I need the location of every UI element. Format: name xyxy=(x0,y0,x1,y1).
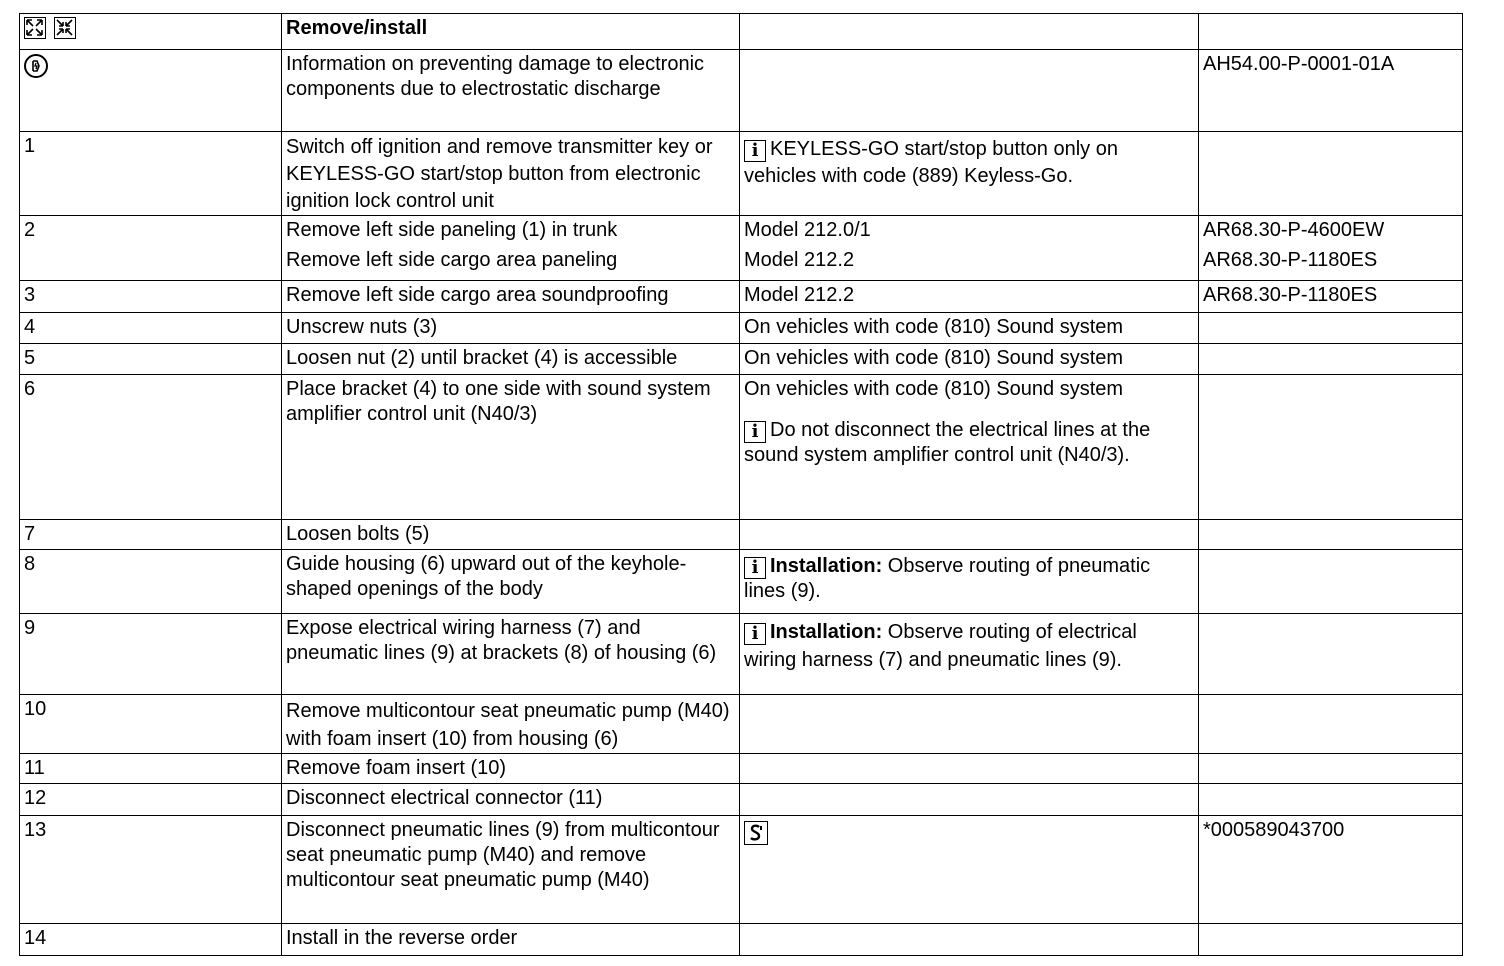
note-cell: On vehicles with code (810) Sound system xyxy=(740,344,1199,375)
table-row xyxy=(20,924,1463,956)
note-cell xyxy=(740,754,1199,784)
note-cell xyxy=(740,784,1199,816)
action-cell: Loosen nut (2) until bracket (4) is accessible xyxy=(282,344,740,375)
header-icons-cell xyxy=(20,14,282,50)
note-line: Model 212.0/1 xyxy=(744,219,871,241)
step-cell: 11 xyxy=(20,754,282,784)
action-cell: Unscrew nuts (3) xyxy=(282,313,740,344)
action-cell: Place bracket (4) to one side with sound system amplifier control unit (N40/3) xyxy=(282,375,740,520)
procedure-table xyxy=(19,13,1463,956)
note-cell xyxy=(740,132,1199,216)
step-cell: 1 xyxy=(20,132,282,216)
special-tool-icon[interactable] xyxy=(744,821,768,845)
table-row xyxy=(20,216,1463,281)
step-cell: 14 xyxy=(20,924,282,956)
info-icon: i xyxy=(744,623,766,645)
reference-cell xyxy=(1199,695,1463,754)
note-cell xyxy=(740,375,1199,520)
step-cell: 9 xyxy=(20,614,282,695)
reference-cell xyxy=(1199,344,1463,375)
table-row xyxy=(20,313,1463,344)
note-paragraph xyxy=(744,418,1192,468)
note-cell xyxy=(740,520,1199,550)
reference-cell xyxy=(1199,132,1463,216)
action-cell xyxy=(282,216,740,281)
reference-link[interactable]: AR68.30-P-1180ES xyxy=(1203,249,1378,271)
note-cell xyxy=(740,816,1199,924)
action-cell: Install in the reverse order xyxy=(282,924,740,956)
step-cell: 4 xyxy=(20,313,282,344)
table-row xyxy=(20,375,1463,520)
table-row xyxy=(20,344,1463,375)
step-cell: 7 xyxy=(20,520,282,550)
step-cell: 12 xyxy=(20,784,282,816)
step-cell: 13 xyxy=(20,816,282,924)
step-cell: 8 xyxy=(20,550,282,614)
note-text: Observe routing of pneumatic lines (9). xyxy=(744,555,1151,602)
esd-warning-icon xyxy=(24,54,48,78)
note-text: KEYLESS-GO start/stop button only on vehicles with code (889) Keyless-Go. xyxy=(744,138,1118,187)
info-icon: i xyxy=(744,140,766,162)
header-title: Remove/install xyxy=(282,14,740,50)
action-cell: Guide housing (6) upward out of the keyhole-shaped openings of the body xyxy=(282,550,740,614)
note-text: Observe routing of electrical wiring harness (7) and pneumatic lines (9). xyxy=(744,621,1137,671)
reference-cell xyxy=(1199,216,1463,281)
reference-cell xyxy=(1199,313,1463,344)
action-cell: Remove left side cargo area soundproofing xyxy=(282,281,740,313)
installation-label: Installation: xyxy=(770,555,883,577)
action-cell: Remove multicontour seat pneumatic pump (M40) with foam insert (10) from housing (6) xyxy=(282,695,740,754)
info-icon: i xyxy=(744,421,766,443)
table-row xyxy=(20,784,1463,816)
note-cell xyxy=(740,614,1199,695)
installation-label: Installation: xyxy=(770,621,883,643)
note-cell xyxy=(740,695,1199,754)
step-cell: 6 xyxy=(20,375,282,520)
table-row xyxy=(20,132,1463,216)
note-line: Model 212.2 xyxy=(744,249,855,271)
step-cell xyxy=(20,50,282,132)
step-cell: 10 xyxy=(20,695,282,754)
header-empty-cell xyxy=(740,14,1199,50)
action-cell: Switch off ignition and remove transmitter key or KEYLESS-GO start/stop button from electronic ignition lock control unit xyxy=(282,132,740,216)
table-row xyxy=(20,50,1463,132)
step-cell: 2 xyxy=(20,216,282,281)
step-cell: 3 xyxy=(20,281,282,313)
table-row xyxy=(20,754,1463,784)
table-row xyxy=(20,281,1463,313)
table-row xyxy=(20,550,1463,614)
action-cell: Disconnect electrical connector (11) xyxy=(282,784,740,816)
note-text: Do not disconnect the electrical lines at the sound system amplifier control unit (N40/3). xyxy=(744,419,1151,466)
note-text: On vehicles with code (810) Sound system xyxy=(744,378,1124,400)
collapse-icon[interactable] xyxy=(54,17,76,39)
note-cell xyxy=(740,50,1199,132)
reference-cell xyxy=(1199,754,1463,784)
action-line: Remove left side cargo area paneling xyxy=(286,249,618,271)
action-cell: Expose electrical wiring harness (7) and pneumatic lines (9) at brackets (8) of housing (6) xyxy=(282,614,740,695)
step-cell: 5 xyxy=(20,344,282,375)
reference-cell xyxy=(1199,784,1463,816)
reference-link[interactable]: *000589043700 xyxy=(1199,816,1463,924)
header-empty-cell xyxy=(1199,14,1463,50)
reference-cell xyxy=(1199,375,1463,520)
reference-link[interactable]: AH54.00-P-0001-01A xyxy=(1199,50,1463,132)
table-row xyxy=(20,695,1463,754)
action-cell: Remove foam insert (10) xyxy=(282,754,740,784)
action-cell: Disconnect pneumatic lines (9) from multicontour seat pneumatic pump (M40) and remove multicontour seat pneumatic pump (M40) xyxy=(282,816,740,924)
reference-link[interactable]: AR68.30-P-4600EW xyxy=(1203,219,1385,241)
table-row xyxy=(20,614,1463,695)
action-line: Remove left side paneling (1) in trunk xyxy=(286,219,618,241)
table-row xyxy=(20,520,1463,550)
note-cell xyxy=(740,550,1199,614)
action-cell: Loosen bolts (5) xyxy=(282,520,740,550)
reference-link[interactable]: AR68.30-P-1180ES xyxy=(1199,281,1463,313)
note-cell xyxy=(740,216,1199,281)
reference-cell xyxy=(1199,614,1463,695)
note-cell: Model 212.2 xyxy=(740,281,1199,313)
reference-cell xyxy=(1199,924,1463,956)
info-icon: i xyxy=(744,557,766,579)
table-header-row xyxy=(20,14,1463,50)
reference-cell xyxy=(1199,550,1463,614)
note-cell: On vehicles with code (810) Sound system xyxy=(740,313,1199,344)
note-cell xyxy=(740,924,1199,956)
action-cell: Information on preventing damage to electronic components due to electrostatic discharge xyxy=(282,50,740,132)
table-row xyxy=(20,816,1463,924)
expand-icon[interactable] xyxy=(24,17,46,39)
reference-cell xyxy=(1199,520,1463,550)
